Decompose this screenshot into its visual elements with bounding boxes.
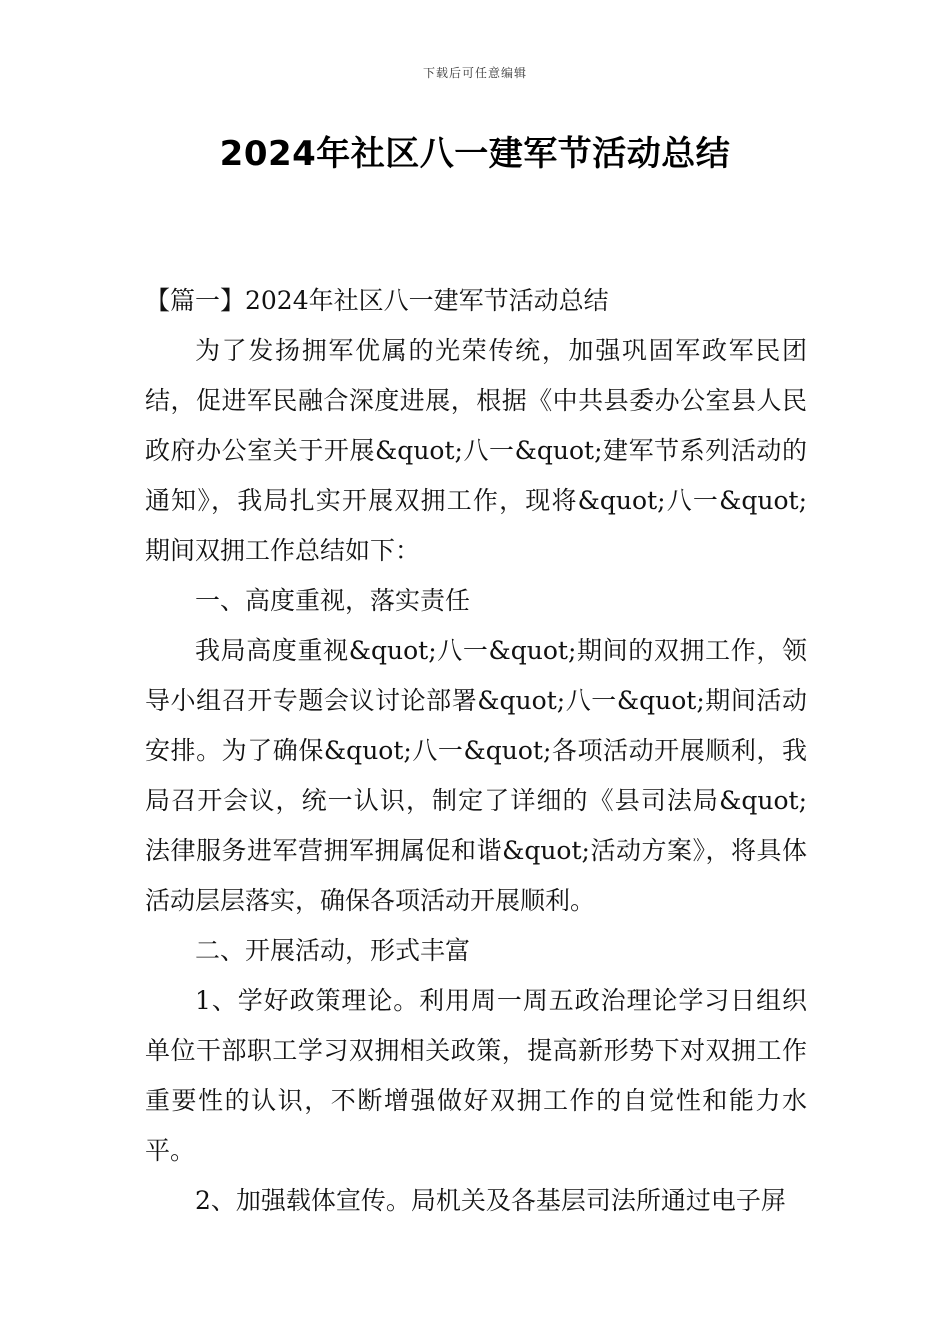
body-paragraph: 1、学好政策理论。利用周一周五政治理论学习日组织单位干部职工学习双拥相关政策，提高新形势下对双拥工作重要性的认识，不断增强做好双拥工作的自觉性和能力水平。 [145,986,807,1165]
header-note: 下载后可任意编辑 [422,66,527,80]
body-paragraph: 我局高度重视&quot;八一&quot;期间的双拥工作，领导小组召开专题会议讨论部署&quot;八一&quot;期间活动安排。为了确保&quot;八一&quot;各项活动开展顺利，我局召开会议，统一认识，制定了详细的《县司法局&quot;法律服务进军营拥军拥属促和谐&quot;活动方案》，将具体活动层层落实，确保各项活动开展顺利。 [145,636,807,915]
body-paragraph: 为了发扬拥军优属的光荣传统，加强巩固军政军民团结，促进军民融合深度进展，根据《中共县委办公室县人民政府办公室关于开展&quot;八一&quot;建军节系列活动的通知》，我局扎实开展双拥工作，现将&quot;八一&quot;期间双拥工作总结如下： [145,336,807,565]
body-paragraph: 2、加强载体宣传。局机关及各基层司法所通过电子屏 [195,1186,786,1215]
section-heading: 一、高度重视，落实责任 [195,586,471,615]
document-body [145,276,807,1226]
document-title: 2024年社区八一建军节活动总结 [219,134,731,174]
section-heading: 二、开展活动，形式丰富 [195,936,471,965]
section-heading-part-one: 【篇一】2024年社区八一建军节活动总结 [145,286,609,315]
